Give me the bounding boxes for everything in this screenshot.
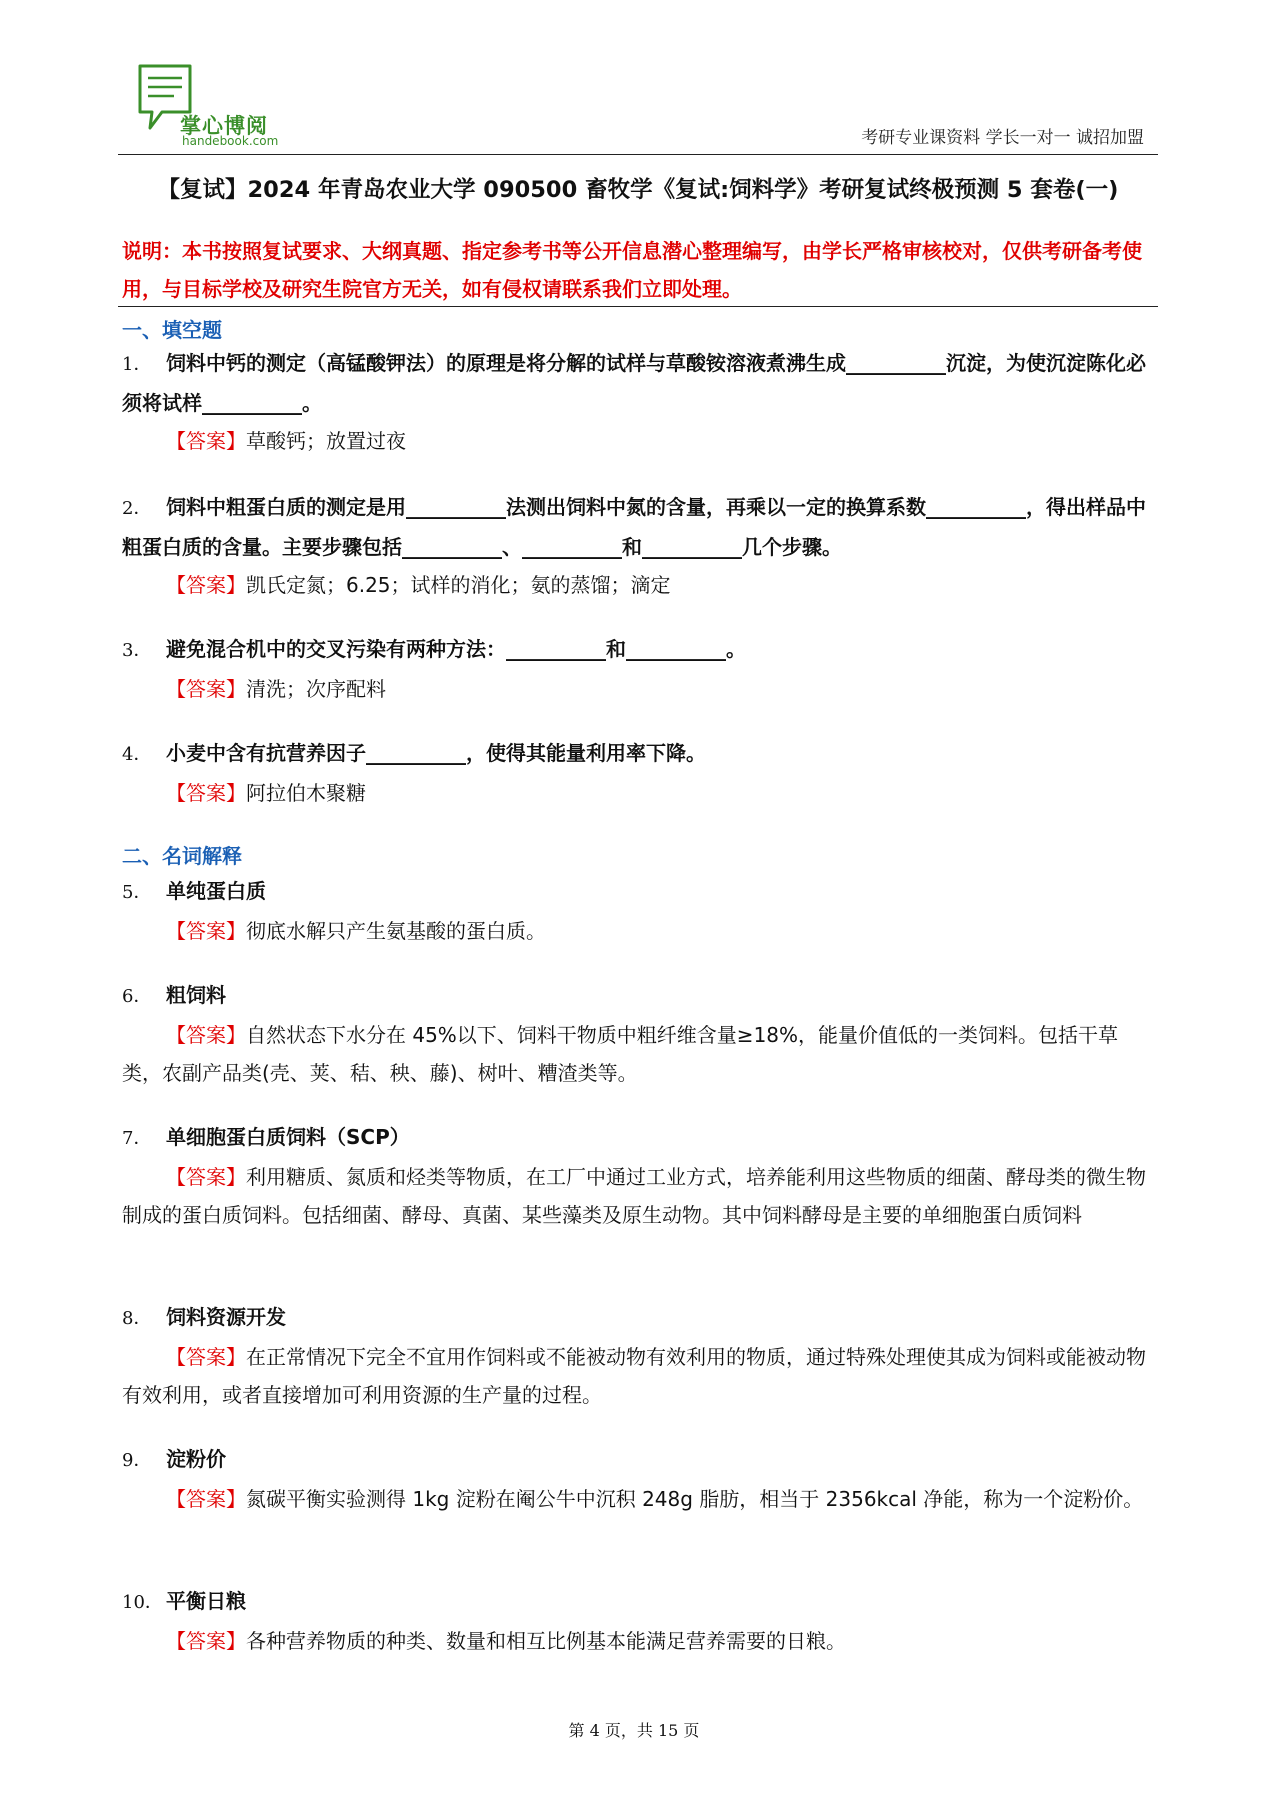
section-heading-terms: 二、名词解释 [122, 844, 242, 868]
question-stem: 平衡日粮 [166, 1589, 246, 1613]
question-number: 2． [122, 498, 152, 519]
answer-label: 【答案】 [166, 781, 246, 805]
question-stem: 小麦中含有抗营养因子__________，使得其能量利用率下降。 [166, 741, 706, 765]
question-item [122, 344, 1156, 460]
answer [122, 566, 1156, 604]
answer [122, 774, 1156, 812]
question-stem: 饲料中粗蛋白质的测定是用__________法测出饲料中氮的含量，再乘以一定的换算系数__________，得出样品中粗蛋白质的含量。主要步骤包括__________、__________和__________几个步骤。 [122, 495, 1146, 559]
disclaimer-notice: 说明：本书按照复试要求、大纲真题、指定参考书等公开信息潜心整理编写，由学长严格审核校对，仅供考研备考使用，与目标学校及研究生院官方无关，如有侵权请联系我们立即处理。 [122, 239, 1142, 301]
question-number: 5． [122, 882, 152, 903]
answer [122, 912, 1156, 950]
question-stem: 饲料中钙的测定（高锰酸钾法）的原理是将分解的试样与草酸铵溶液煮沸生成__________沉淀，为使沉淀陈化必须将试样__________。 [122, 351, 1146, 415]
question-number: 7． [122, 1128, 152, 1149]
answer [122, 1016, 1156, 1092]
answer-text: 利用糖质、氮质和烃类等物质，在工厂中通过工业方式，培养能利用这些物质的细菌、酵母类的微生物制成的蛋白质饲料。包括细菌、酵母、真菌、某些藻类及原生动物。其中饲料酵母是主要的单细胞蛋白质饲料 [122, 1165, 1146, 1227]
question-item [122, 630, 1156, 708]
answer-label: 【答案】 [166, 1345, 246, 1369]
question-stem: 粗饲料 [166, 983, 226, 1007]
answer-label: 【答案】 [166, 1629, 246, 1653]
question-number: 3． [122, 640, 152, 661]
answer-label: 【答案】 [166, 919, 246, 943]
page-footer: 第 4 页，共 15 页 [568, 1721, 700, 1740]
logo-text: 掌心博阅 [180, 114, 268, 138]
answer [122, 1338, 1156, 1414]
answer [122, 422, 1156, 460]
answer-text: 彻底水解只产生氨基酸的蛋白质。 [246, 919, 546, 943]
answer [122, 1158, 1156, 1234]
question-number: 9． [122, 1450, 152, 1471]
question-stem: 避免混合机中的交叉污染有两种方法：__________和__________。 [166, 637, 746, 661]
answer-text: 清洗；次序配料 [246, 677, 386, 701]
question-number: 10． [122, 1592, 163, 1613]
question-number: 6． [122, 986, 152, 1007]
question-item [122, 976, 1156, 1092]
question-item [122, 1298, 1156, 1414]
question-item [122, 872, 1156, 950]
answer-text: 阿拉伯木聚糖 [246, 781, 366, 805]
question-number: 8． [122, 1308, 152, 1329]
question-stem: 单细胞蛋白质饲料（SCP） [166, 1125, 410, 1149]
answer-label: 【答案】 [166, 1487, 246, 1511]
question-stem: 饲料资源开发 [166, 1305, 286, 1329]
question-item [122, 1440, 1156, 1518]
logo [136, 62, 336, 152]
divider [118, 306, 1158, 307]
answer-text: 自然状态下水分在 45%以下、饲料干物质中粗纤维含量≥18%，能量价值低的一类饲料。包括干草类，农副产品类(壳、荚、秸、秧、藤)、树叶、糟渣类等。 [122, 1023, 1119, 1085]
answer [122, 1622, 1156, 1660]
answer-text: 氮碳平衡实验测得 1kg 淀粉在阉公牛中沉积 248g 脂肪，相当于 2356kcal 净能，称为一个淀粉价。 [246, 1487, 1144, 1511]
question-item [122, 1582, 1156, 1660]
question-stem: 单纯蛋白质 [166, 879, 266, 903]
answer-text: 在正常情况下完全不宜用作饲料或不能被动物有效利用的物质，通过特殊处理使其成为饲料或能被动物有效利用，或者直接增加可利用资源的生产量的过程。 [122, 1345, 1146, 1407]
logo-url: handebook.com [182, 134, 279, 148]
answer-label: 【答案】 [166, 429, 246, 453]
answer-label: 【答案】 [166, 1165, 246, 1189]
answer [122, 1480, 1156, 1518]
answer-text: 各种营养物质的种类、数量和相互比例基本能满足营养需要的日粮。 [246, 1629, 846, 1653]
page-header [118, 58, 1158, 155]
section-heading-fill-in: 一、填空题 [122, 318, 222, 342]
question-stem: 淀粉价 [166, 1447, 226, 1471]
document-title: 【复试】2024 年青岛农业大学 090500 畜牧学《复试:饲料学》考研复试终极预测 5 套卷(一) [157, 177, 1119, 203]
answer-label: 【答案】 [166, 1023, 246, 1047]
answer [122, 670, 1156, 708]
question-number: 1． [122, 354, 152, 375]
question-item [122, 734, 1156, 812]
question-item [122, 488, 1156, 604]
header-slogan: 考研专业课资料 学长一对一 诚招加盟 [861, 128, 1144, 148]
question-number: 4． [122, 744, 152, 765]
answer-label: 【答案】 [166, 677, 246, 701]
answer-text: 草酸钙；放置过夜 [246, 429, 406, 453]
answer-label: 【答案】 [166, 573, 246, 597]
answer-text: 凯氏定氮；6.25；试样的消化；氨的蒸馏；滴定 [246, 573, 671, 597]
question-item [122, 1118, 1156, 1234]
